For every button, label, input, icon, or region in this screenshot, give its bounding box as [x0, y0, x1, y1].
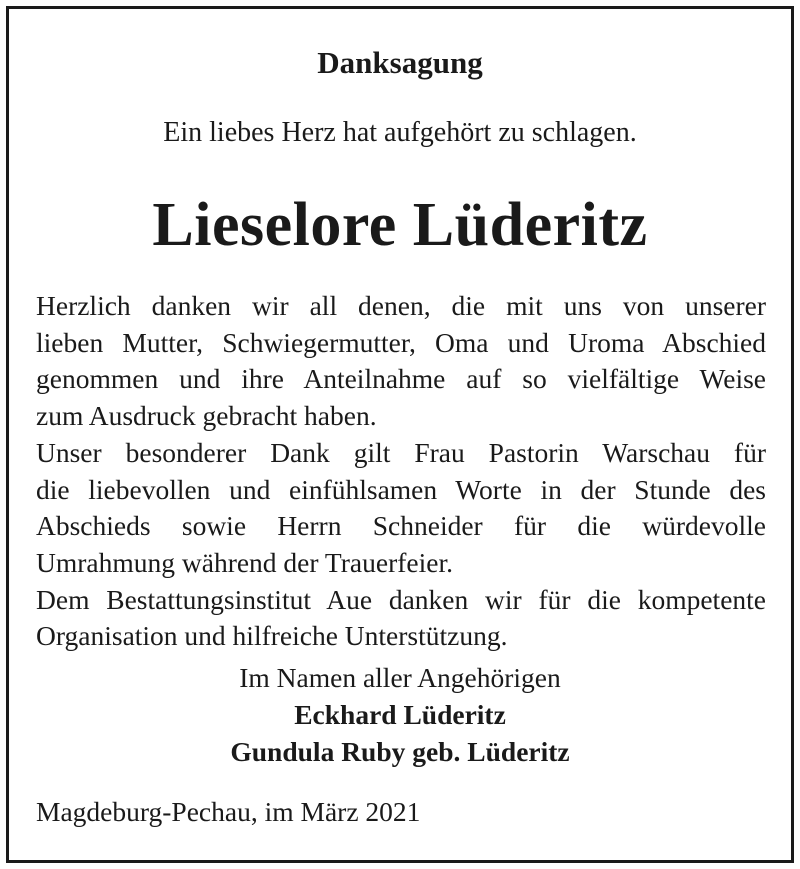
thanks-paragraph-3	[36, 582, 766, 655]
text-line: die liebevollen und einfühlsamen Worte in der Stunde des	[36, 473, 766, 505]
signoff-line: Im Namen aller Angehörigen	[239, 662, 561, 693]
text-line: Umrahmung während der Trauerfeier.	[36, 546, 453, 578]
thanks-paragraph-2	[36, 435, 766, 582]
thanks-paragraph-1	[36, 288, 766, 435]
intro-line: Ein liebes Herz hat aufgehört zu schlagen.	[163, 117, 637, 148]
text-line: genommen und ihre Anteilnahme auf so vielfältige Weise	[36, 363, 766, 395]
signer-name: Gundula Ruby geb. Lüderitz	[230, 736, 570, 767]
deceased-name: Lieselore Lüderitz	[152, 191, 648, 259]
signoff-block	[9, 659, 791, 770]
obituary-notice	[6, 6, 794, 863]
place-date: Magdeburg-Pechau, im März 2021	[36, 796, 421, 827]
text-line: Herzlich danken wir all denen, die mit uns von unserer	[36, 290, 766, 321]
text-line: Dem Bestattungsinstitut Aue danken wir für die kompetente	[36, 583, 766, 615]
text-line: Unser besonderer Dank gilt Frau Pastorin Warschau für	[36, 436, 766, 468]
text-line: Abschieds sowie Herrn Schneider für die würdevolle	[36, 510, 766, 542]
signer-name: Eckhard Lüderitz	[294, 699, 506, 730]
notice-heading: Danksagung	[317, 45, 483, 80]
text-line: zum Ausdruck gebracht haben.	[36, 400, 377, 432]
text-line: lieben Mutter, Schwiegermutter, Oma und Uroma Abschied	[36, 326, 766, 358]
text-line: Organisation und hilfreiche Unterstützung.	[36, 620, 508, 652]
thanks-text	[36, 288, 766, 655]
